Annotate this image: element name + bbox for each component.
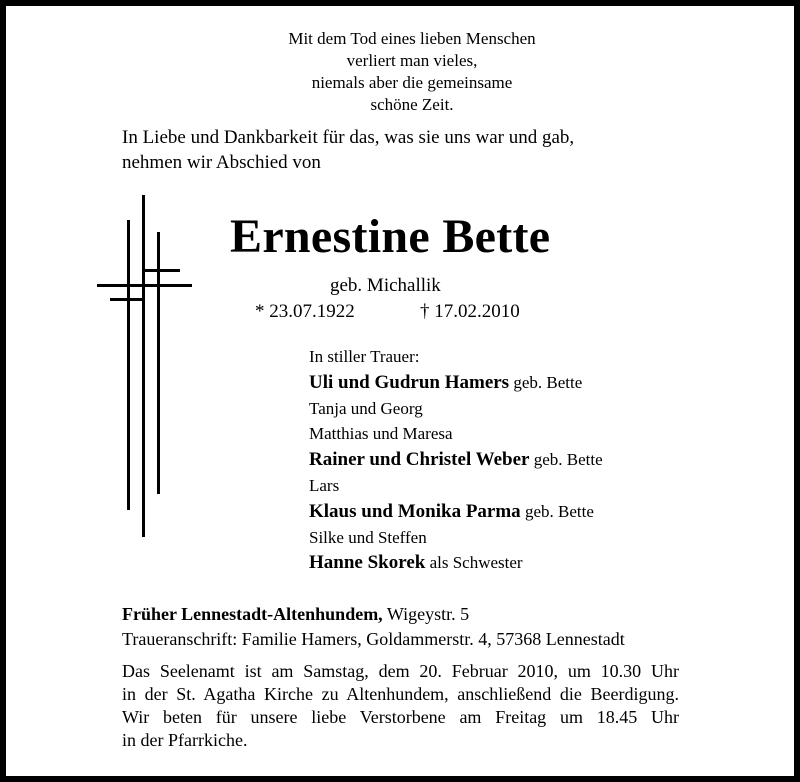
mourner-row <box>309 370 603 396</box>
poem-line: niemals aber die gemeinsame <box>311 73 513 92</box>
mourner-name: Klaus und Monika Parma <box>309 500 521 522</box>
mourner-note: Lars <box>309 475 340 495</box>
intro-text <box>122 125 574 175</box>
mourner-row <box>309 525 603 551</box>
death-date: † 17.02.2010 <box>420 301 520 322</box>
mourner-note: Tanja und Georg <box>309 398 423 418</box>
mourners-heading: In stiller Trauer: <box>309 347 420 366</box>
deceased-name: Ernestine Bette <box>230 210 551 263</box>
service-line: in der St. Agatha Kirche zu Altenhundem, anschließend die Beerdigung. <box>122 684 679 704</box>
mourner-note: Silke und Steffen <box>309 527 427 547</box>
maiden-name: geb. Michallik <box>330 275 441 296</box>
mourner-note: Matthias und Maresa <box>309 424 453 444</box>
mourner-name: Uli und Gudrun Hamers <box>309 371 510 393</box>
intro-line: nehmen wir Abschied von <box>122 152 321 173</box>
poem-line: Mit dem Tod eines lieben Menschen <box>288 29 536 48</box>
mourning-address: Traueranschrift: Familie Hamers, Goldammerstr. 4, 57368 Lennestadt <box>122 629 625 649</box>
mourner-name: Hanne Skorek <box>309 552 426 574</box>
intro-line: In Liebe und Dankbarkeit für das, was sie uns war und gab, <box>122 127 575 148</box>
mourner-note: geb. Bette <box>529 450 603 470</box>
mourner-row <box>309 421 603 447</box>
cross-vertical-bar <box>142 195 145 537</box>
former-address <box>122 602 625 627</box>
mourner-row <box>309 499 603 525</box>
mourner-row <box>309 447 603 473</box>
service-line: Das Seelenamt ist am Samstag, dem 20. Februar 2010, um 10.30 Uhr <box>122 661 679 681</box>
cross-vertical-bar <box>127 220 130 510</box>
mourner-row <box>309 396 603 422</box>
address-block <box>122 602 625 652</box>
service-info <box>122 660 679 752</box>
cross-horizontal-bar <box>110 298 142 301</box>
former-address-street: Wigeystr. 5 <box>382 604 470 624</box>
former-address-label: Früher Lennestadt-Altenhundem, <box>122 604 383 624</box>
service-line: in der Pfarrkiche. <box>122 730 248 750</box>
cross-horizontal-bar <box>97 284 192 287</box>
poem-line: schöne Zeit. <box>370 95 454 114</box>
birth-date: * 23.07.1922 <box>255 301 355 322</box>
mourner-note: geb. Bette <box>520 501 594 521</box>
poem <box>0 28 800 116</box>
mourners-list <box>309 344 603 576</box>
mourner-name: Rainer und Christel Weber <box>309 449 530 471</box>
mourner-row <box>309 473 603 499</box>
poem-line: verliert man vieles, <box>346 51 478 70</box>
mourner-row <box>309 550 603 576</box>
cross-horizontal-bar <box>144 269 180 272</box>
service-line: Wir beten für unsere liebe Verstorbene am Freitag um 18.45 Uhr <box>122 707 679 727</box>
mourner-note: als Schwester <box>425 553 523 573</box>
mourner-note: geb. Bette <box>509 372 583 392</box>
